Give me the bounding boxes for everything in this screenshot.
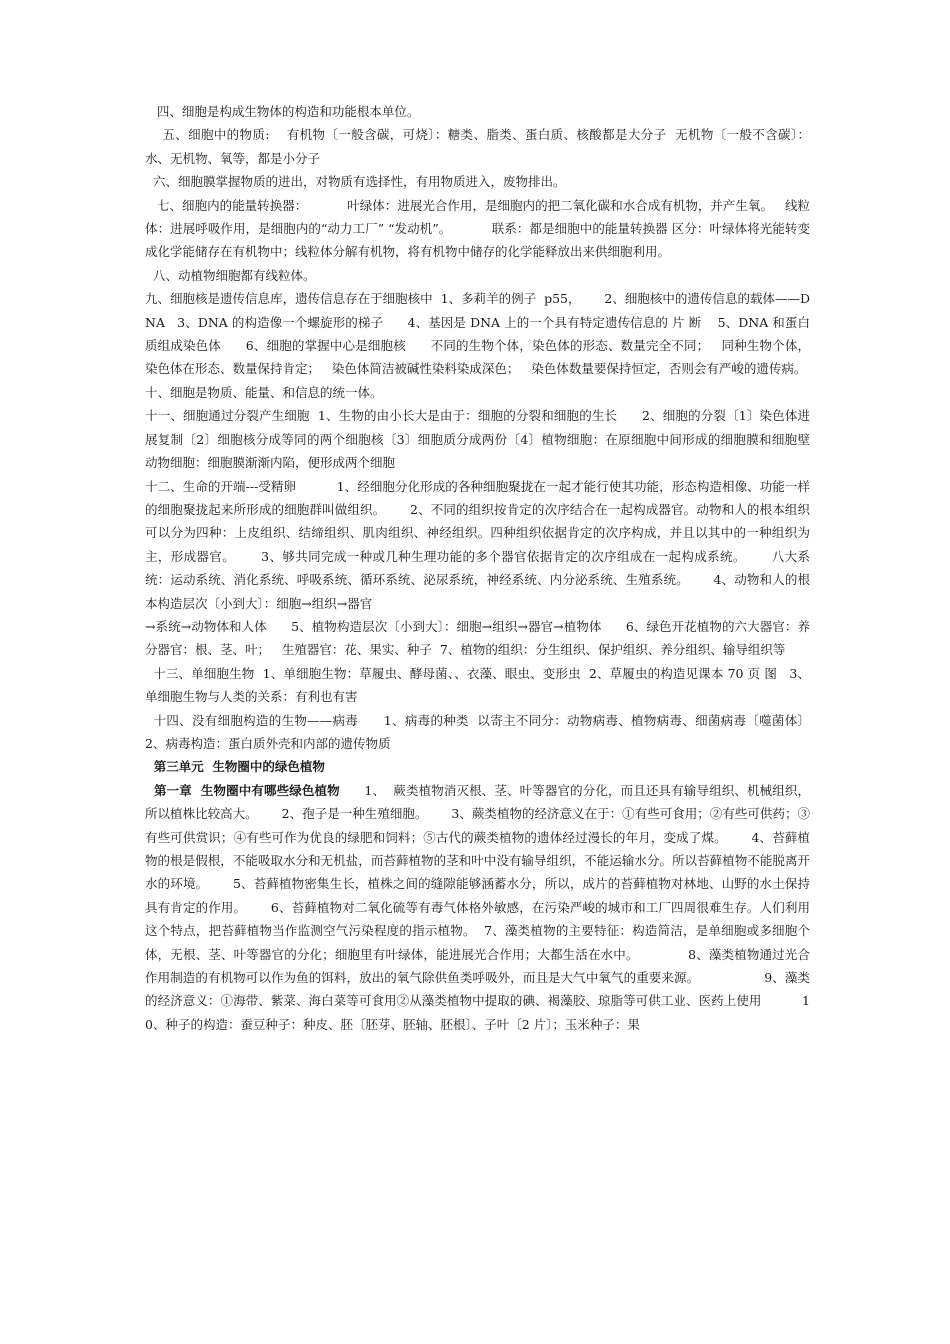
paragraph-13: 十三、单细胞生物 1、单细胞生物：草履虫、酵母菌、、衣藻、眼虫、变形虫 2、草履虫的构造见课本 70 页 图 3、单细胞生物与人类的关系：有利也有害: [145, 665, 810, 705]
paragraph-9: 九、细胞核是遗传信息库，遗传信息存在于细胞核中 1、多莉羊的例子 p55， 2、细胞核中的遗传信息的载体——DNA 3、DNA 的构造像一个螺旋形的梯子 4、基因是 DNA 上的一个具有特定遗传信息的 片 断 5、DNA 和蛋白质组成染色体 6、细胞的掌握中心是细胞核 不同的生物个体，染色体的形态、数量完全不同； 同种生物个体，染色体在形态、数量保持肯定； 染色体简洁被碱性染料染成深色； 染色体数量要保持恒定，否则会有严峻的遗传病。: [145, 291, 810, 377]
paragraph-6: 六、细胞膜掌握物质的进出，对物质有选择性，有用物质进入，废物排出。: [145, 174, 566, 190]
paragraph-11: 十一、细胞通过分裂产生细胞 1、生物的由小长大是由于：细胞的分裂和细胞的生长 2、细胞的分裂〔1〕染色体进展复制〔2〕细胞核分成等同的两个细胞核〔3〕细胞质分成两份〔4〕植物细胞：在原细胞中间形成的细胞膜和细胞壁 动物细胞：细胞膜渐渐内陷，便形成两个细胞: [145, 408, 818, 471]
chapter-heading: 第一章 生物圈中有哪些绿色植物: [145, 782, 340, 798]
chapter-body: 1、 蕨类植物消灭根、茎、叶等器官的分化，而且还具有输导组织、机械组织，所以植株比较高大。 2、孢子是一种生殖细胞。 3、蕨类植物的经济意义在于：①有些可食用；②有些可供药；③有些可供赏识；④有些可作为优良的绿肥和饲料；⑤古代的蕨类植物的遗体经过漫长的年月，变成了煤。 4、苔藓植物的根是假根，不能吸取水分和无机盐，而苔藓植物的茎和叶中没有输导组织，不能运输水分。所以苔藓植物不能脱离开水的环境。 5、苔藓植物密集生长，植株之间的缝隙能够涵蓄水分，所以，成片的苔藓植物对林地、山野的水土保持具有肯定的作用。 6、苔藓植物对二氧化硫等有毒气体格外敏感，在污染严峻的城市和工厂四周很难生存。人们利用这个特点，把苔藓植物当作监测空气污染程度的指示植物。 7、藻类植物的主要特征：构造简洁，是单细胞或多细胞个体，无根、茎、叶等器官的分化；细胞里有叶绿体，能进展光合作用；大都生活在水中。 8、藻类植物通过光合作用制造的有机物可以作为鱼的饵料，放出的氧气除供鱼类呼吸外，而且是大气中氧气的重要来源。 9、藻类的经济意义：①海带、紫菜、海白菜等可食用②从藻类植物中提取的碘、褐藻胶、琼脂等可供工业、医药上使用 10、种子的构造：蚕豆种子：种皮、胚〔胚芽、胚轴、胚根〕、子叶〔2 片〕；玉米种子：果: [145, 782, 810, 1032]
paragraph-8: 八、动植物细胞都有线粒体。: [145, 267, 316, 283]
chapter-paragraph: [145, 779, 810, 1036]
paragraph-4: 四、细胞是构成生物体的构造和功能根本单位。: [145, 104, 420, 119]
paragraph-10: 十、细胞是物质、能量、和信息的统一体。: [145, 384, 383, 400]
paragraph-12-continued: →系统→动物体和人体 5、植物构造层次〔小到大〕：细胞→组织→器官→植物体 6、绿色开花植物的六大器官：养分器官：根、茎、叶； 生殖器官：花、果实、种子 7、植物的组织：分生组织、保护组织、养分组织、输导组织等: [145, 618, 810, 658]
paragraph-14: 十四、没有细胞构造的生物——病毒 1、病毒的种类 以寄主不同分：动物病毒、植物病毒、细菌病毒〔噬菌体〕 2、病毒构造：蛋白质外壳和内部的遗传物质: [145, 712, 834, 751]
unit-heading: 第三单元 生物圈中的绿色植物: [145, 759, 325, 775]
paragraph-7: 七、细胞内的能量转换器： 叶绿体：进展光合作用，是细胞内的把二氧化碳和水合成有机物，并产生氧。 线粒体：进展呼吸作用，是细胞内的“动力工厂” “发动机”。 联系：都是细胞中的能量转换器 区分：叶绿体将光能转变成化学能储存在有机物中；线粒体分解有机物，将有机物中储存的化学能释放出来供细胞利用。: [145, 197, 811, 260]
paragraph-5: 五、细胞中的物质: 有机物〔一般含碳，可烧〕：糖类、脂类、蛋白质、核酸都是大分子 无机物〔一般不含碳〕：水、无机物、氧等，都是小分子: [145, 127, 810, 166]
paragraph-12: 十二、生命的开端---受精卵 1、经细胞分化形成的各种细胞聚拢在一起才能行使其功能，形态构造相像、功能一样的细胞聚拢起来所形成的细胞群叫做组织。 2、不同的组织按肯定的次序结合在一起构成器官。动物和人的根本组织可以分为四种：上皮组织、结缔组织、肌肉组织、神经组织。四种组织依据肯定的次序构成，并且以其中的一种组织为主，形成器官。 3、够共同完成一种或几种生理功能的多个器官依据肯定的次序组成在一起构成系统。 八大系统：运动系统、消化系统、呼吸系统、循环系统、泌尿系统，神经系统、内分泌系统、生殖系统。 4、动物和人的根本构造层次〔小到大〕：细胞→组织→器官: [145, 478, 810, 611]
